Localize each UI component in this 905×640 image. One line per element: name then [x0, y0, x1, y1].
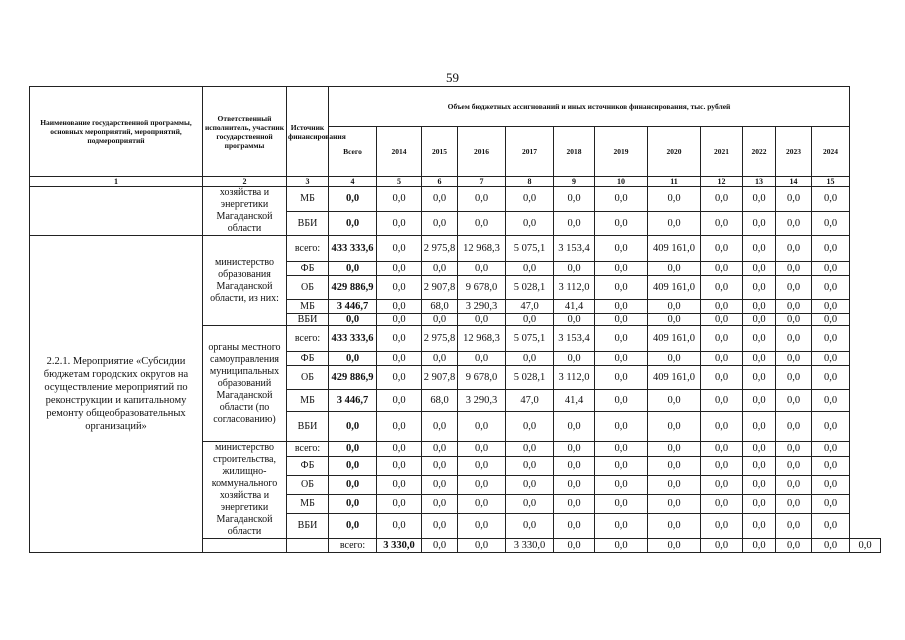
value-cell: 0,0: [554, 539, 595, 553]
header-year: 2017: [506, 127, 554, 177]
value-cell: 0,0: [554, 187, 595, 212]
value-cell: 3 330,0: [506, 539, 554, 553]
value-cell: 0,0: [776, 262, 812, 276]
value-cell: 0,0: [422, 412, 458, 442]
value-cell: 409 161,0: [648, 236, 701, 262]
value-cell: 0,0: [506, 442, 554, 457]
value-cell: 0,0: [458, 211, 506, 236]
value-cell: 409 161,0: [648, 366, 701, 390]
value-cell: 0,0: [377, 442, 422, 457]
value-cell: 0,0: [812, 262, 850, 276]
value-cell: 0,0: [776, 475, 812, 494]
value-cell: 0,0: [812, 494, 850, 513]
value-cell: 433 333,6: [329, 326, 377, 352]
value-cell: 0,0: [329, 314, 377, 326]
header-name: Наименование государственной программы, основных мероприятий, мероприятий, подмероприятий: [30, 87, 203, 177]
value-cell: 5 075,1: [506, 236, 554, 262]
value-cell: 0,0: [595, 366, 648, 390]
source-cell: ФБ: [287, 352, 329, 366]
value-cell: 0,0: [595, 390, 648, 412]
value-cell: 0,0: [377, 513, 422, 538]
value-cell: 0,0: [701, 300, 743, 314]
column-number: 11: [648, 177, 701, 187]
value-cell: 3 112,0: [554, 276, 595, 300]
value-cell: 5 028,1: [506, 366, 554, 390]
source-cell: всего:: [287, 442, 329, 457]
value-cell: 433 333,6: [329, 236, 377, 262]
value-cell: 68,0: [422, 390, 458, 412]
column-number: 2: [203, 177, 287, 187]
value-cell: 0,0: [776, 513, 812, 538]
value-cell: 41,4: [554, 390, 595, 412]
column-number: 8: [506, 177, 554, 187]
value-cell: 0,0: [648, 442, 701, 457]
source-cell: всего:: [287, 326, 329, 352]
source-cell: ОБ: [287, 475, 329, 494]
value-cell: 0,0: [776, 390, 812, 412]
value-cell: 0,0: [648, 390, 701, 412]
value-cell: 0,0: [554, 262, 595, 276]
value-cell: 0,0: [595, 314, 648, 326]
value-cell: 0,0: [554, 513, 595, 538]
value-cell: 3 290,3: [458, 300, 506, 314]
value-cell: 0,0: [422, 352, 458, 366]
value-cell: 0,0: [776, 314, 812, 326]
header-executor: Ответственный исполнитель, участник государственной программы: [203, 87, 287, 177]
value-cell: 0,0: [701, 442, 743, 457]
header-year: Всего: [329, 127, 377, 177]
value-cell: 0,0: [776, 352, 812, 366]
value-cell: 0,0: [506, 475, 554, 494]
value-cell: 0,0: [701, 352, 743, 366]
value-cell: 0,0: [506, 187, 554, 212]
value-cell: 0,0: [595, 236, 648, 262]
value-cell: 0,0: [812, 211, 850, 236]
value-cell: 0,0: [743, 300, 776, 314]
budget-table: [29, 86, 881, 553]
value-cell: 2 975,8: [422, 236, 458, 262]
value-cell: 0,0: [377, 300, 422, 314]
value-cell: 0,0: [743, 187, 776, 212]
value-cell: 5 075,1: [506, 326, 554, 352]
value-cell: 0,0: [506, 211, 554, 236]
value-cell: 0,0: [595, 412, 648, 442]
value-cell: 0,0: [329, 475, 377, 494]
value-cell: 0,0: [743, 366, 776, 390]
column-number: 3: [287, 177, 329, 187]
value-cell: 0,0: [377, 494, 422, 513]
value-cell: 0,0: [506, 352, 554, 366]
value-cell: 0,0: [812, 539, 850, 553]
value-cell: 0,0: [743, 276, 776, 300]
value-cell: 0,0: [329, 262, 377, 276]
value-cell: 0,0: [329, 513, 377, 538]
value-cell: 0,0: [812, 475, 850, 494]
header-year: 2021: [701, 127, 743, 177]
value-cell: 0,0: [377, 187, 422, 212]
value-cell: 0,0: [458, 187, 506, 212]
value-cell: 0,0: [554, 211, 595, 236]
value-cell: 0,0: [743, 456, 776, 475]
table-row: [30, 236, 881, 262]
value-cell: 0,0: [648, 539, 701, 553]
value-cell: 47,0: [506, 390, 554, 412]
source-cell: ОБ: [287, 366, 329, 390]
value-cell: 0,0: [554, 456, 595, 475]
value-cell: 0,0: [377, 352, 422, 366]
header-year: 2024: [812, 127, 850, 177]
value-cell: 0,0: [458, 539, 506, 553]
value-cell: 0,0: [458, 475, 506, 494]
program-name: 2.2.1. Мероприятие «Субсидии бюджетам городских округов на осуществление мероприятий по реконструкции и капитальному ремонту общеобразовательных организаций»: [30, 236, 203, 553]
value-cell: 0,0: [377, 236, 422, 262]
column-number: 6: [422, 177, 458, 187]
value-cell: 0,0: [377, 314, 422, 326]
page-number: 59: [446, 70, 459, 85]
value-cell: 0,0: [506, 513, 554, 538]
value-cell: 0,0: [377, 456, 422, 475]
value-cell: 3 446,7: [329, 390, 377, 412]
value-cell: 0,0: [554, 475, 595, 494]
header-year: 2022: [743, 127, 776, 177]
value-cell: 0,0: [776, 412, 812, 442]
source-cell: всего:: [329, 539, 377, 553]
value-cell: 2 907,8: [422, 276, 458, 300]
value-cell: 0,0: [776, 326, 812, 352]
value-cell: 0,0: [776, 300, 812, 314]
value-cell: 0,0: [595, 494, 648, 513]
value-cell: 0,0: [595, 187, 648, 212]
value-cell: 0,0: [701, 539, 743, 553]
value-cell: 0,0: [648, 314, 701, 326]
value-cell: 0,0: [458, 494, 506, 513]
value-cell: 0,0: [648, 211, 701, 236]
value-cell: 0,0: [554, 442, 595, 457]
value-cell: 0,0: [812, 276, 850, 300]
value-cell: 0,0: [377, 326, 422, 352]
value-cell: 0,0: [554, 494, 595, 513]
value-cell: 0,0: [506, 456, 554, 475]
value-cell: 3 153,4: [554, 236, 595, 262]
value-cell: 0,0: [701, 475, 743, 494]
header-volume: Объем бюджетных ассигнований и иных источников финансирования, тыс. рублей: [329, 87, 850, 127]
value-cell: 0,0: [458, 442, 506, 457]
value-cell: 0,0: [812, 442, 850, 457]
executor-name: хозяйства и энергетики Магаданской области: [203, 187, 287, 236]
table-row: [30, 187, 881, 212]
value-cell: 0,0: [812, 187, 850, 212]
header-year: 2023: [776, 127, 812, 177]
value-cell: 0,0: [776, 187, 812, 212]
value-cell: 0,0: [506, 262, 554, 276]
value-cell: 0,0: [554, 412, 595, 442]
value-cell: 0,0: [422, 262, 458, 276]
header-year: 2016: [458, 127, 506, 177]
column-number: 9: [554, 177, 595, 187]
header-year: 2019: [595, 127, 648, 177]
value-cell: 0,0: [595, 276, 648, 300]
value-cell: 0,0: [329, 442, 377, 457]
value-cell: 0,0: [422, 475, 458, 494]
source-cell: ВБИ: [287, 211, 329, 236]
value-cell: 3 112,0: [554, 366, 595, 390]
value-cell: 0,0: [701, 187, 743, 212]
value-cell: 0,0: [648, 300, 701, 314]
value-cell: 0,0: [648, 494, 701, 513]
value-cell: 0,0: [812, 236, 850, 262]
value-cell: 0,0: [595, 211, 648, 236]
value-cell: 409 161,0: [648, 326, 701, 352]
table-header: [30, 87, 881, 187]
value-cell: 0,0: [554, 314, 595, 326]
value-cell: 0,0: [701, 262, 743, 276]
value-cell: 3 446,7: [329, 300, 377, 314]
value-cell: 0,0: [701, 236, 743, 262]
value-cell: 0,0: [648, 475, 701, 494]
value-cell: 0,0: [812, 366, 850, 390]
value-cell: 0,0: [743, 390, 776, 412]
column-number: 7: [458, 177, 506, 187]
value-cell: 0,0: [648, 352, 701, 366]
value-cell: 0,0: [377, 262, 422, 276]
executor-name: министерство строительства, жилищно-коммунального хозяйства и энергетики Магаданской области: [203, 442, 287, 539]
value-cell: 0,0: [648, 262, 701, 276]
value-cell: 0,0: [422, 513, 458, 538]
source-cell: ОБ: [287, 276, 329, 300]
value-cell: 0,0: [701, 494, 743, 513]
value-cell: 0,0: [850, 539, 881, 553]
value-cell: 0,0: [701, 513, 743, 538]
value-cell: 0,0: [329, 494, 377, 513]
value-cell: 12 968,3: [458, 236, 506, 262]
value-cell: 0,0: [458, 513, 506, 538]
value-cell: 0,0: [701, 412, 743, 442]
value-cell: 0,0: [595, 513, 648, 538]
source-cell: МБ: [287, 187, 329, 212]
value-cell: 409 161,0: [648, 276, 701, 300]
executor-name: министерство образования Магаданской области, из них:: [203, 236, 287, 326]
value-cell: 0,0: [422, 494, 458, 513]
value-cell: 2 975,8: [422, 326, 458, 352]
source-cell: ВБИ: [287, 513, 329, 538]
value-cell: 0,0: [329, 211, 377, 236]
value-cell: 41,4: [554, 300, 595, 314]
source-cell: всего:: [287, 236, 329, 262]
value-cell: 0,0: [776, 276, 812, 300]
value-cell: 0,0: [595, 326, 648, 352]
value-cell: 0,0: [377, 475, 422, 494]
value-cell: 0,0: [743, 539, 776, 553]
value-cell: 0,0: [648, 456, 701, 475]
value-cell: 0,0: [458, 352, 506, 366]
source-cell: ВБИ: [287, 412, 329, 442]
program-cell-empty: [30, 187, 203, 236]
value-cell: 0,0: [329, 187, 377, 212]
source-cell: МБ: [287, 300, 329, 314]
value-cell: 0,0: [422, 456, 458, 475]
value-cell: 3 290,3: [458, 390, 506, 412]
value-cell: 0,0: [743, 314, 776, 326]
value-cell: 0,0: [743, 494, 776, 513]
value-cell: 0,0: [377, 390, 422, 412]
column-number: 1: [30, 177, 203, 187]
value-cell: 0,0: [812, 352, 850, 366]
value-cell: 0,0: [595, 352, 648, 366]
header-year: 2014: [377, 127, 422, 177]
value-cell: 0,0: [701, 326, 743, 352]
value-cell: 2 907,8: [422, 366, 458, 390]
value-cell: 0,0: [422, 211, 458, 236]
value-cell: 0,0: [701, 276, 743, 300]
value-cell: 0,0: [776, 494, 812, 513]
value-cell: 0,0: [648, 187, 701, 212]
value-cell: 0,0: [812, 326, 850, 352]
value-cell: 0,0: [743, 262, 776, 276]
value-cell: 0,0: [701, 314, 743, 326]
value-cell: 0,0: [701, 366, 743, 390]
source-cell: ФБ: [287, 262, 329, 276]
value-cell: 68,0: [422, 300, 458, 314]
value-cell: 0,0: [812, 412, 850, 442]
value-cell: 0,0: [743, 211, 776, 236]
value-cell: 0,0: [812, 314, 850, 326]
value-cell: 0,0: [743, 352, 776, 366]
value-cell: 0,0: [595, 456, 648, 475]
value-cell: 0,0: [377, 366, 422, 390]
value-cell: 0,0: [595, 539, 648, 553]
value-cell: 0,0: [422, 442, 458, 457]
value-cell: 0,0: [812, 390, 850, 412]
column-number: 4: [329, 177, 377, 187]
executor-name: органы местного самоуправления муниципальных образований Магаданской области (по согласованию): [203, 326, 287, 442]
value-cell: 0,0: [812, 513, 850, 538]
value-cell: 429 886,9: [329, 366, 377, 390]
value-cell: 0,0: [422, 539, 458, 553]
column-number: 12: [701, 177, 743, 187]
value-cell: 0,0: [701, 211, 743, 236]
value-cell: 0,0: [458, 412, 506, 442]
value-cell: 0,0: [458, 314, 506, 326]
value-cell: 0,0: [595, 442, 648, 457]
value-cell: 0,0: [377, 276, 422, 300]
value-cell: 0,0: [506, 412, 554, 442]
value-cell: 429 886,9: [329, 276, 377, 300]
value-cell: 0,0: [812, 456, 850, 475]
value-cell: 0,0: [701, 456, 743, 475]
value-cell: 47,0: [506, 300, 554, 314]
value-cell: 0,0: [743, 442, 776, 457]
value-cell: 0,0: [776, 236, 812, 262]
value-cell: 0,0: [812, 300, 850, 314]
value-cell: 0,0: [648, 513, 701, 538]
header-year: 2020: [648, 127, 701, 177]
value-cell: 0,0: [458, 262, 506, 276]
value-cell: 0,0: [458, 456, 506, 475]
value-cell: 0,0: [595, 262, 648, 276]
value-cell: 0,0: [776, 442, 812, 457]
value-cell: 0,0: [422, 187, 458, 212]
value-cell: 0,0: [329, 456, 377, 475]
header-source: Источник финансирования: [287, 87, 329, 177]
value-cell: 9 678,0: [458, 366, 506, 390]
value-cell: 3 330,0: [377, 539, 422, 553]
value-cell: 0,0: [743, 475, 776, 494]
value-cell: 0,0: [743, 412, 776, 442]
value-cell: 0,0: [776, 456, 812, 475]
program-cell-empty: [203, 539, 287, 553]
value-cell: 0,0: [377, 211, 422, 236]
value-cell: 0,0: [329, 352, 377, 366]
value-cell: 0,0: [422, 314, 458, 326]
value-cell: 0,0: [377, 412, 422, 442]
value-cell: 0,0: [329, 412, 377, 442]
source-cell: ВБИ: [287, 314, 329, 326]
column-number: 15: [812, 177, 850, 187]
column-number: 10: [595, 177, 648, 187]
source-cell: ФБ: [287, 456, 329, 475]
value-cell: 0,0: [595, 475, 648, 494]
value-cell: 9 678,0: [458, 276, 506, 300]
source-cell: МБ: [287, 494, 329, 513]
executor-cell-empty: [287, 539, 329, 553]
column-number: 5: [377, 177, 422, 187]
header-year: 2015: [422, 127, 458, 177]
value-cell: 0,0: [554, 352, 595, 366]
value-cell: 0,0: [776, 366, 812, 390]
value-cell: 0,0: [743, 513, 776, 538]
source-cell: МБ: [287, 390, 329, 412]
value-cell: 0,0: [701, 390, 743, 412]
value-cell: 0,0: [506, 494, 554, 513]
value-cell: 0,0: [743, 326, 776, 352]
header-year: 2018: [554, 127, 595, 177]
value-cell: 0,0: [595, 300, 648, 314]
value-cell: 0,0: [776, 539, 812, 553]
value-cell: 0,0: [743, 236, 776, 262]
value-cell: 0,0: [648, 412, 701, 442]
value-cell: 3 153,4: [554, 326, 595, 352]
column-number: 13: [743, 177, 776, 187]
value-cell: 0,0: [776, 211, 812, 236]
column-number: 14: [776, 177, 812, 187]
value-cell: 12 968,3: [458, 326, 506, 352]
value-cell: 0,0: [506, 314, 554, 326]
value-cell: 5 028,1: [506, 276, 554, 300]
table-body: [30, 187, 881, 553]
